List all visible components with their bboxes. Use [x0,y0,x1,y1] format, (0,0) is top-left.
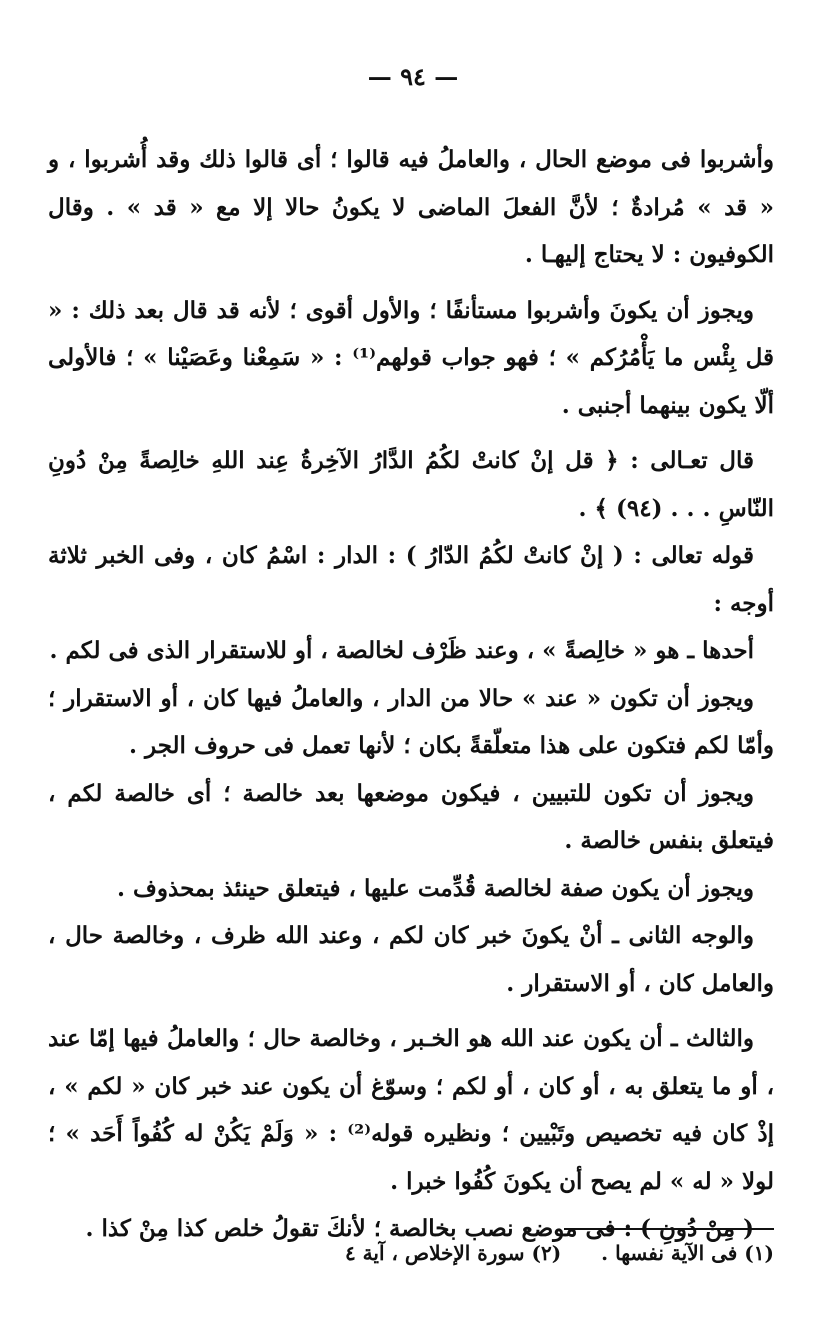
paragraph: ويجوز أن تكون للتبيين ، فيكون موضعها بعد خالصة ؛ أى خالصة لكم ، فيتعلق بنفس خالصة . [48,779,774,854]
footnote-1: (١) فى الآية نفسها . [601,1241,774,1265]
paragraph: وأشربوا فى موضع الحال ، والعاملُ فيه قالوا ؛ أى قالوا ذلك وقد أُشربوا ، و « قد » مُرادةٌ ؛ لأنَّ الفعلَ الماضى لا يكونُ حالا إلا مع « قد » . وقال الكوفيون : لا يحتاج إليهـا . [48,146,774,268]
paragraph: والوجه الثانى ـ أنْ يكونَ خبر كان لكم ، وعند الله ظرف ، وخالصة حال ، والعامل كان ، أو الاستقرار . [48,922,774,997]
paragraph: والثالث ـ أن يكون عند الله هو الخـبر ، وخالصة حال ؛ والعاملُ فيها إمّا عند ، أو ما يتعلق به ، أو كان ، أو لكم ؛ وسوّغ أن يكون عند خبر كان « لكم » ، إذْ كان فيه تخصيص وتَبْيين ؛ ونظيره قوله⁽²⁾ : « وَلَمْ يَكُنْ له كُفُواً أَحَد » ؛ لولا « له » لم يصح أن يكونَ كُفُوا خبرا . [48,1025,774,1195]
paragraph: قوله تعالى : ( إنْ كانتْ لكُمُ الدّارُ ) : الدار : اسْمُ كان ، وفى الخبر ثلاثة أوجه : [48,542,774,617]
page-number: — ٩٤ — [367,62,459,91]
footnote-2: (٢) سورة الإخلاص ، آية ٤ [344,1241,562,1265]
paragraph: ويجوز أن يكونَ وأشربوا مستأنفًا ؛ والأول أقوى ؛ لأنه قد قال بعد ذلك : « قل بِئْس ما يَأْمُرُكم » ؛ فهو جواب قولهم⁽¹⁾ : « سَمِعْنا وعَصَيْنا » ؛ فالأولى ألّا يكون بينهما أجنبى . [48,296,774,419]
paragraph: ويجوز أن يكون صفة لخالصة قُدِّمت عليها ، فيتعلق حينئذ بمحذوف . [117,874,754,902]
paragraph: ويجوز أن تكون « عند » حالا من الدار ، والعاملُ فيها كان ، أو الاستقرار ؛ وأمّا لكم فتكون على هذا متعلّقةً بكان ؛ لأنها تعمل فى حروف الجر . [48,684,774,759]
verse-paragraph: قال تعـالى : ﴿ قل إنْ كانتْ لكُمُ الدَّارُ الآخِرةُ عِند اللهِ خالِصةً مِنْ دُونِ النّاسِ . . . (٩٤) ﴾ . [48,447,774,522]
footnotes [48,1236,774,1270]
paragraph: أحدها ـ هو « خالِصةً » ، وعند ظَرْف لخالصة ، أو للاستقرار الذى فى لكم . [49,637,754,664]
paragraph: ( مِنْ دُونِ ) : فى موضع نصب بخالصة ؛ لأنكَ تقولُ خلص كذا مِنْ كذا . [85,1215,754,1242]
footnote-divider [564,1228,774,1230]
body-text [48,136,774,1253]
